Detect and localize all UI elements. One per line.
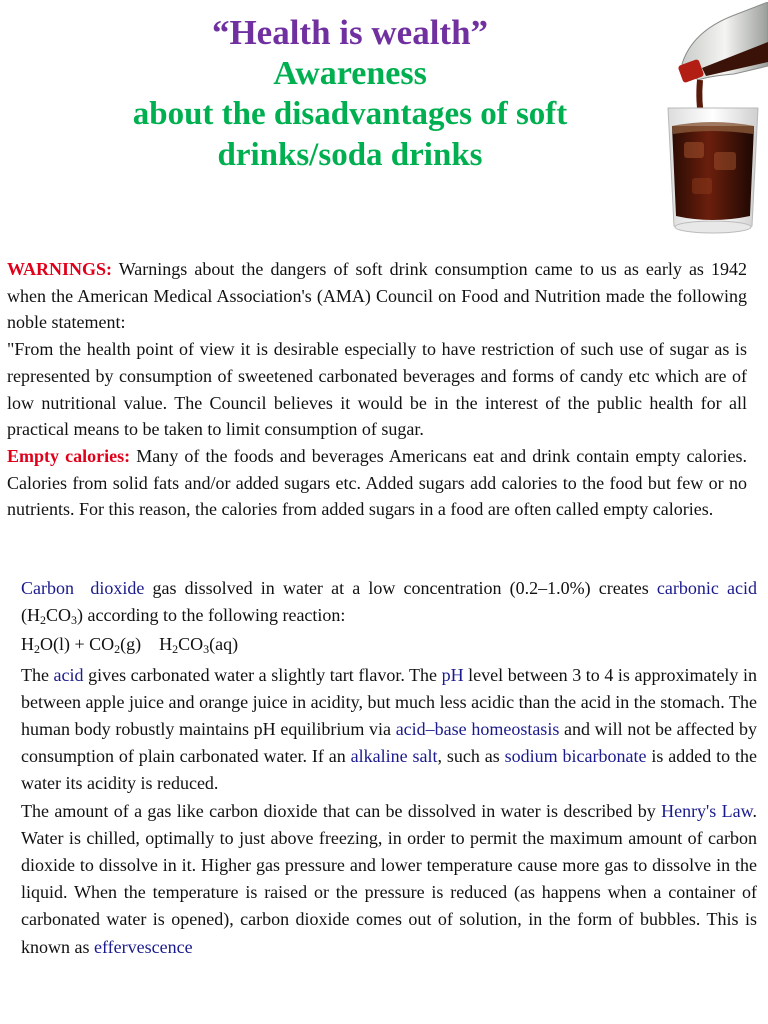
reaction-part-b: O(l) + CO [40, 634, 115, 655]
title-subject-line1: about the disadvantages of soft [132, 96, 568, 132]
link-sodium-bicarbonate[interactable]: sodium bicarbonate [504, 746, 647, 767]
link-carbonic-acid[interactable]: carbonic acid [656, 578, 758, 598]
empty-calories-paragraph [7, 443, 747, 523]
link-carbon[interactable]: Carbon [21, 578, 74, 598]
link-alkaline-salt[interactable]: alkaline salt [350, 746, 438, 767]
gas-text-1: The amount of a gas like carbon dioxide that can be dissolved in water is described by [21, 800, 662, 821]
soda-glass-illustration [662, 2, 768, 236]
carbon-sub-1: 2 [40, 613, 46, 628]
link-acid-base-homeostasis[interactable]: acid–base homeostasis [395, 719, 560, 740]
link-effervescence[interactable]: effervescence [94, 936, 193, 957]
carbon-text-3: CO [46, 605, 72, 626]
title-slogan: “Health is wealth” [211, 13, 489, 52]
reaction-part-a: H [21, 634, 34, 655]
reaction-part-c: (g) [120, 634, 142, 655]
title-awareness: Awareness [273, 55, 427, 92]
acid-text-5: , such as [437, 746, 505, 767]
reaction-sub-d: 2 [172, 642, 179, 657]
empty-calories-text: Many of the foods and beverages Americans eat and drink contain empty calories. Calories from solid fats and/or added sugars etc. Added sugars add calories to the food but few or no nutrients. For this reason, the calories from added sugars in a food are often called empty calories. [7, 445, 747, 520]
warnings-text: Warnings about the dangers of soft drink consumption came to us as early as 1942 when the American Medical Association's (AMA) Council on Food and Nutrition made the following noble statement: [7, 259, 747, 333]
carbon-text-1: gas dissolved in water at a low concentration (0.2–1.0%) creates [144, 578, 657, 598]
carbon-dioxide-paragraph [21, 575, 757, 629]
gas-text-2: . Water is chilled, optimally to just above freezing, in order to permit the maximum amount of carbon dioxide to dissolve in it. Higher gas pressure and lower temperature cause more gas to dissolve in the liquid. When the temperature is raised or the pressure is reduced (as happens when a container of carbonated water is opened), carbon dioxide comes out of solution, in the form of bubbles. This is known as [21, 800, 757, 957]
warnings-paragraph [7, 256, 747, 336]
warnings-label: WARNINGS: [7, 259, 113, 279]
reaction-sub-a: 2 [34, 642, 40, 657]
chemical-reaction [21, 631, 757, 658]
carbon-text-2: (H [21, 605, 40, 626]
gas-paragraph [21, 798, 757, 961]
acid-text-4: and will not be affected by consumption of plain carbonated water. If an [21, 719, 757, 767]
link-henrys-law[interactable]: Henry's Law [661, 800, 753, 821]
title-block [0, 12, 700, 176]
link-dioxide[interactable]: dioxide [90, 578, 145, 598]
reaction-part-f: (aq) [209, 634, 239, 655]
link-ph[interactable]: pH [441, 664, 464, 685]
link-acid[interactable]: acid [53, 664, 84, 685]
reaction-part-d: H [159, 634, 173, 655]
acid-paragraph [21, 662, 757, 798]
carbon-text-4: ) according to the following reaction: [77, 605, 346, 626]
acid-text-6: is added to the water its acidity is reduced. [21, 746, 757, 794]
empty-calories-label: Empty calories: [7, 445, 131, 466]
carbon-sub-2: 3 [71, 613, 78, 628]
reaction-sub-b: 2 [114, 642, 121, 657]
acid-text-2: gives carbonated water a slightly tart flavor. The [83, 664, 442, 685]
acid-text-3: level between 3 to 4 is approximately in between apple juice and orange juice in acidity, but much less acidic than the acid in the stomach. The human body robustly maintains pH equilibrium via [21, 664, 757, 740]
reaction-sub-e: 3 [203, 642, 210, 657]
carbonation-section [21, 575, 757, 961]
title-subject-line2: drinks/soda drinks [217, 137, 483, 173]
reaction-part-e: CO [178, 634, 204, 655]
acid-text-1: The [21, 664, 54, 685]
council-quote: "From the health point of view it is desirable especially to have restriction of such use of sugar as is represented by consumption of sweetened carbonated beverages and forms of candy etc which are of low nutritional value. The Council believes it would be in the interest of the public health for all practical means to be taken to limit consumption of sugar. [7, 339, 747, 440]
warnings-section [7, 256, 747, 523]
